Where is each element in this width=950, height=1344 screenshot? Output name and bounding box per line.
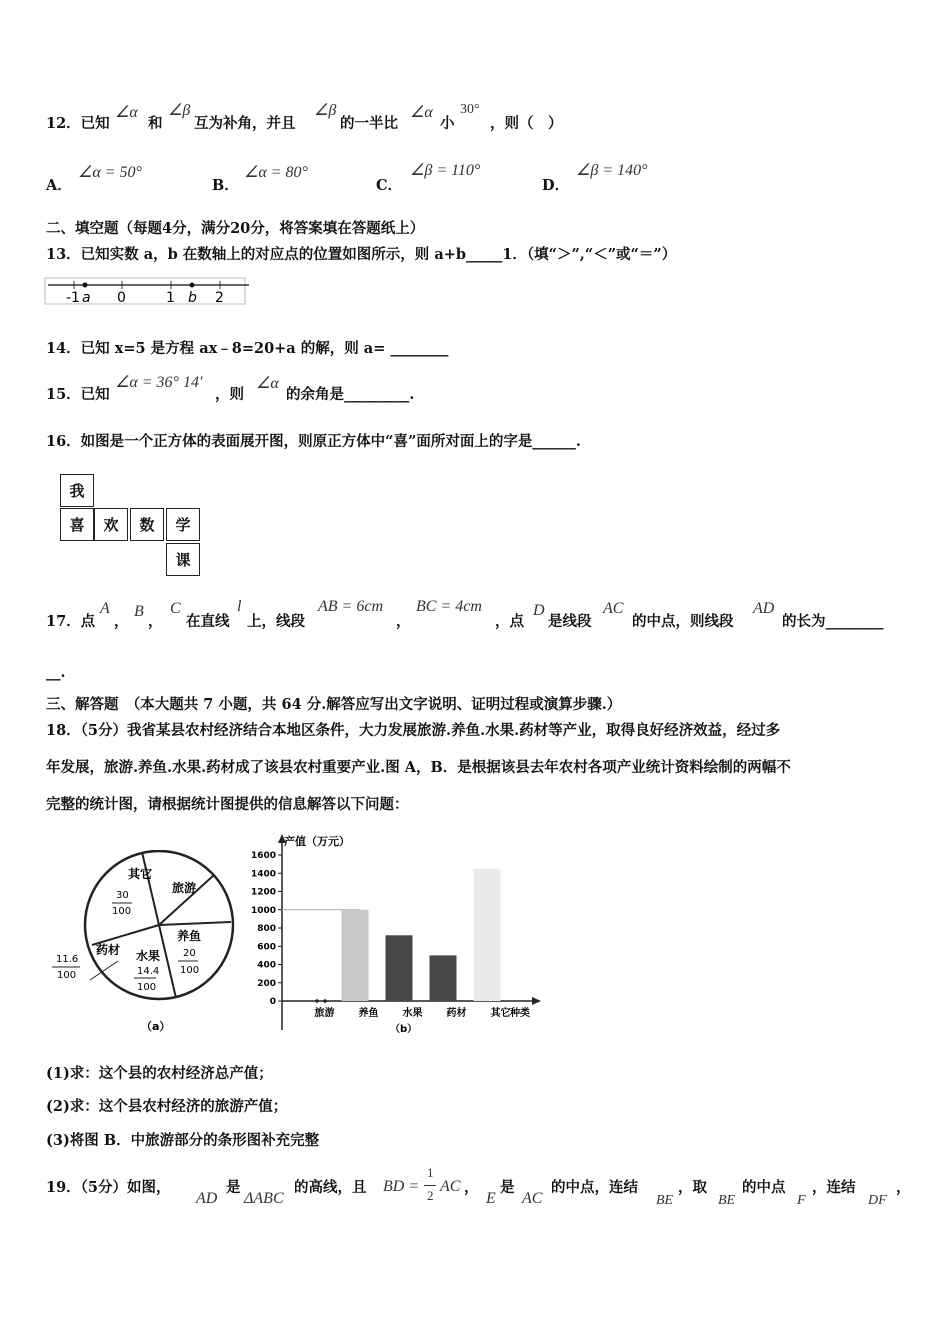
q19-text-2: 的高线，且 [294,1179,367,1196]
point-a [83,283,88,288]
net-cell-huan: 欢 [94,508,128,541]
net-cell-wo: 我 [60,474,94,507]
net-cell-xi: 喜 [60,508,94,541]
q17-tail: __. [46,664,66,681]
section-3-heading: 三、解答题 （本大题共 7 小题，共 64 分.解答应写出文字说明、证明过程或演算步骤.） [46,696,622,713]
x-tick-label: 其它 [490,1008,511,1019]
q13-text: 13．已知实数 a，b 在数轴上的对应点的位置如图所示，则 a+b_____1．（填“＞”,“＜”或“＝”） [46,246,677,263]
q17-c: C [170,600,181,617]
q17-text-6: 的长为________ [782,613,884,630]
q17-ad: AD [753,600,775,617]
q15-alpha: ∠α [256,375,279,392]
q17-sep-1: ， [114,613,129,630]
label-0: 0 [117,290,126,306]
q12-beta-2: ∠β [314,102,337,119]
q18-line-1: 18．（5分）我省某县农村经济结合本地区条件，大力发展旅游.养鱼.水果.药材等产业，取得良好经济效益，经过多 [46,722,781,739]
q19-frac-den: 2 [427,1188,434,1203]
x-tick-label: 旅游 [314,1008,335,1019]
q19-text-3: 是 [500,1179,515,1196]
label-1: 1 [166,290,175,306]
q19-frac-bar [424,1185,436,1186]
q19-text-6: 的中点 [742,1179,786,1196]
pie-value-shuiguo-num: 14.4 [137,966,160,977]
bar-chart-caption: （b） [390,1024,418,1035]
q17-sep-3: ， [396,613,411,630]
x-tick-label: 药材 [446,1008,467,1019]
q18-sub-1: (1)求：这个县的农村经济总产值； [46,1065,273,1082]
pie-value-yaocai-num: 11.6 [56,954,79,965]
x-tick-label: 养鱼 [358,1008,379,1019]
q15-text-2: 的余角是_________. [286,386,415,403]
x-axis-arrow [532,997,541,1005]
q12-alpha-1: ∠α [115,104,138,121]
option-b-label: B． [212,177,239,194]
q15-text-1: ，则 [215,386,244,403]
q17-num: 17．点 [46,613,96,630]
q16-text: 16．如图是一个正方体的表面展开图，则原正方体中“喜”面所对面上的字是______. [46,433,581,450]
option-c-label: C． [376,177,403,194]
label-minus1: -1 [66,290,80,306]
y-tick-label: 1400 [250,869,276,880]
q12-text-4: 小 [440,115,455,132]
q19-bd: BD = [383,1178,420,1195]
q17-text-5: 的中点，则线段 [632,613,734,630]
q17-bc: BC = 4cm [416,598,482,615]
option-a-label: A． [46,177,72,194]
q12-beta-1: ∠β [168,102,191,119]
q18-line-2: 年发展，旅游.养鱼.水果.药材成了该县农村重要产业.图 A，B．是根据该县去年农村各项产业统计资料绘制的两幅不 [46,759,791,776]
q15-num: 15．已知 [46,386,110,403]
q18-line-3: 完整的统计图，请根据统计图提供的信息解答以下问题： [46,796,409,813]
q17-text-4: 是线段 [548,613,592,630]
q19-text-4: 的中点，连结 [551,1179,638,1196]
q17-ac: AC [603,600,624,617]
y-tick-label: 0 [269,997,276,1007]
bar-empty-marker [315,999,319,1003]
net-cell-shu: 数 [130,508,164,541]
q19-num: 19．（5分）如图， [46,1179,171,1196]
pie-value-shuiguo-den: 100 [137,982,157,993]
bar-4 [474,869,501,1001]
y-tick-label: 800 [257,924,276,934]
q12-text-2: 互为补角，并且 [194,115,296,132]
q12-alpha-2: ∠α [410,104,433,121]
q19-text-1: 是 [226,1179,241,1196]
q17-b: B [134,603,144,620]
point-b [190,283,195,288]
bar-1 [342,910,369,1001]
pie-caption: （a） [141,1020,171,1033]
q17-text-1: 在直线 [186,613,230,630]
x-axis-label: 种类 [510,1008,530,1019]
pie-label-yangyu: 养鱼 [177,929,202,943]
q17-text-3: ，点 [495,613,524,630]
q19-text-5: ，取 [678,1179,707,1196]
y-axis-label: 产值（万元） [284,835,350,848]
net-cell-ke: 课 [166,543,200,576]
label-a: a [82,290,91,306]
pie-value-qita-num: 30 [116,890,129,901]
q12-text-5: ，则（ ） [490,115,563,132]
q17-l: l [237,598,242,615]
q17-a: A [100,600,110,617]
option-d-math: ∠β = 140° [576,162,648,179]
pie-label-lvyou: 旅游 [172,881,197,895]
label-b: b [188,290,197,306]
bar-chart [250,830,550,1040]
pie-value-yangyu-den: 100 [180,965,200,976]
q18-sub-2: (2)求：这个县农村经济的旅游产值； [46,1098,288,1115]
q12-degree: 30° [460,102,480,117]
q19-be-1: BE [656,1193,674,1208]
label-2: 2 [215,290,224,306]
y-tick-label: 200 [257,978,276,989]
q19-ac-1: AC [440,1178,461,1195]
q19-abc: ΔABC [244,1190,284,1207]
pie-label-qita: 其它 [128,867,153,881]
q17-ab: AB = 6cm [318,598,383,615]
pie-value-yangyu-num: 20 [183,948,196,959]
q12-text-1: 和 [148,115,163,132]
q19-comma-2: ， [896,1179,911,1196]
pie-value-yaocai-den: 100 [57,970,77,981]
q19-text-7: ，连结 [812,1179,856,1196]
bar-empty-marker [323,999,327,1003]
q19-ac-2: AC [522,1190,543,1207]
pie-label-shuiguo: 水果 [136,949,161,963]
x-tick-label: 水果 [402,1008,423,1019]
section-2-heading: 二、填空题（每题4分，满分20分，将答案填在答题纸上） [46,220,425,237]
y-tick-label: 1200 [250,887,276,898]
q19-frac-num: 1 [427,1165,434,1180]
pie-chart [44,850,244,1035]
q19-f: F [797,1193,806,1208]
net-cell-xue: 学 [166,508,200,541]
option-b-math: ∠α = 80° [244,164,308,181]
q19-be-2: BE [718,1193,736,1208]
q14-text: 14．已知 x=5 是方程 ax﹣8=20+a 的解，则 a= ________ [46,340,449,357]
q17-d: D [533,602,545,619]
q19-comma-1: ， [464,1179,479,1196]
q18-sub-3: (3)将图 B．中旅游部分的条形图补充完整 [46,1132,320,1149]
number-line [44,277,249,307]
option-d-label: D． [542,177,570,194]
bar-2 [386,935,413,1001]
option-c-math: ∠β = 110° [410,162,481,179]
q17-sep-2: ， [148,613,163,630]
y-tick-label: 600 [257,942,276,953]
q19-df: DF [868,1193,887,1208]
y-tick-label: 400 [257,960,276,971]
q12-text-3: 的一半比 [340,115,398,132]
y-tick-label: 1000 [250,905,276,916]
q17-text-2: 上，线段 [247,613,305,630]
bar-3 [430,955,457,1001]
pie-label-yaocai: 药材 [96,943,121,957]
q19-e: E [486,1190,496,1207]
q19-ad: AD [196,1190,218,1207]
pie-value-qita-den: 100 [112,906,132,917]
option-a-math: ∠α = 50° [78,164,142,181]
y-tick-label: 1600 [250,851,276,861]
q12-num: 12．已知 [46,115,110,132]
q15-math: ∠α = 36° 14′ [115,374,203,391]
